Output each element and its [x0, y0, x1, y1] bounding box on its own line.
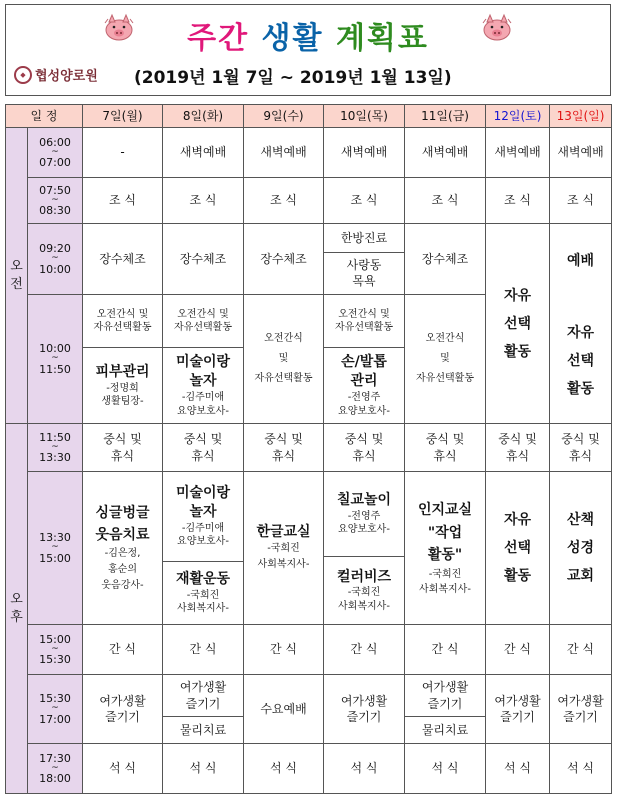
schedule-cell	[324, 472, 405, 625]
schedule-cell: 석 식	[83, 744, 163, 794]
activity-title: 미술이랑 놀자	[175, 354, 231, 390]
time-start: 15:00	[39, 632, 71, 646]
day-header: 7일(월)	[83, 105, 163, 128]
schedule-cell: 조 식	[324, 178, 405, 224]
time-end: 10:00	[39, 262, 71, 276]
schedule-cell: 석 식	[163, 744, 244, 794]
day-header: 11일(금)	[405, 105, 486, 128]
time-end: 08:30	[39, 204, 71, 218]
schedule-cell	[163, 675, 244, 744]
activity-block	[324, 556, 404, 624]
time-cell	[28, 295, 83, 424]
activity-leader: -전영주 요양보호사-	[338, 510, 390, 536]
day-header-sunday: 13일(일)	[550, 105, 612, 128]
activity-label: 물리치료	[405, 716, 485, 743]
activity-label: 여가생활 즐기기	[179, 680, 227, 711]
schedule-cell	[163, 472, 244, 625]
table-row	[6, 625, 612, 675]
schedule-cell: 중식 및 휴식	[163, 424, 244, 472]
activity-title: 손/발톱 관리	[341, 354, 387, 390]
table-row	[6, 224, 612, 295]
schedule-cell: 장수체조	[83, 224, 163, 295]
schedule-cell	[405, 472, 486, 625]
time-tilde: ~	[51, 703, 59, 714]
schedule-cell: 석 식	[244, 744, 324, 794]
time-start: 13:30	[39, 531, 71, 545]
time-start: 17:30	[39, 751, 71, 765]
schedule-cell: -	[83, 128, 163, 178]
schedule-cell: 수요예배	[244, 675, 324, 744]
day-header: 8일(화)	[163, 105, 244, 128]
activity-label: 오전간식 및 자유선택활동	[174, 308, 232, 334]
activity-title: 재활운동	[175, 570, 231, 587]
schedule-cell: 장수체조	[163, 224, 244, 295]
schedule-cell: 중식 및 휴식	[550, 424, 612, 472]
table-row	[6, 472, 612, 625]
schedule-cell: 석 식	[324, 744, 405, 794]
schedule-cell: 새벽예배	[486, 128, 550, 178]
schedule-cell	[244, 472, 324, 625]
schedule-cell: 간 식	[83, 625, 163, 675]
table-row	[6, 675, 612, 744]
time-tilde: ~	[51, 762, 59, 773]
schedule-cell: 여가생활 즐기기	[324, 675, 405, 744]
schedule-cell: 오전간식 및 자유선택활동	[405, 295, 486, 424]
activity-leader: -김주미애 요양보호사-	[177, 392, 229, 417]
table-row	[6, 744, 612, 794]
activity-leader: -국희진 사회복지사-	[177, 589, 229, 615]
time-end: 17:00	[39, 712, 71, 726]
activity-title: 한글교실	[256, 523, 311, 540]
time-cell	[28, 224, 83, 295]
activity-leader: -김주미애 요양보호사-	[177, 522, 229, 548]
schedule-cell: 조 식	[244, 178, 324, 224]
day-header: 9일(수)	[244, 105, 324, 128]
schedule-cell: 석 식	[405, 744, 486, 794]
time-end: 15:30	[39, 653, 71, 667]
schedule-cell: 산책 성경 교회	[550, 472, 612, 625]
time-tilde: ~	[51, 194, 59, 205]
activity-block	[163, 472, 243, 561]
day-header: 10일(목)	[324, 105, 405, 128]
title-part-3: 계획표	[335, 21, 429, 56]
activity-leader: -정명희 생활팀장-	[101, 382, 144, 408]
time-tilde: ~	[51, 146, 59, 157]
time-start: 10:00	[39, 342, 71, 356]
activity-block	[83, 347, 162, 423]
activity-label: 오전간식 및 자유선택활동	[335, 308, 393, 334]
activity-label: 예배	[566, 253, 595, 270]
schedule-header: 일 정	[6, 105, 83, 128]
activity-block	[163, 561, 243, 624]
activity-label: 오전간식 및 자유선택활동	[93, 308, 152, 334]
activity-leader: -전영주 요양보호사-	[338, 392, 390, 417]
schedule-cell: 중식 및 휴식	[83, 424, 163, 472]
schedule-period: (2019년 1월 7일 ~ 2019년 1월 13일)	[134, 68, 452, 88]
time-start: 06:00	[39, 135, 71, 149]
time-tilde: ~	[51, 643, 59, 654]
schedule-cell: 새벽예배	[163, 128, 244, 178]
schedule-cell: 새벽예배	[244, 128, 324, 178]
table-row	[6, 178, 612, 224]
org-name: 협성양로원	[35, 69, 98, 84]
schedule-cell: 중식 및 휴식	[405, 424, 486, 472]
schedule-cell: 조 식	[405, 178, 486, 224]
schedule-cell	[163, 295, 244, 424]
time-tilde: ~	[51, 441, 59, 452]
activity-label: 사랑동 목욕	[324, 252, 404, 294]
activity-leader: -국희진 사회복지사-	[338, 587, 390, 612]
schedule-cell: 조 식	[163, 178, 244, 224]
schedule-cell: 장수체조	[405, 224, 486, 295]
schedule-cell: 간 식	[405, 625, 486, 675]
org-logo	[14, 65, 98, 84]
time-tilde: ~	[51, 253, 59, 264]
schedule-cell	[550, 224, 612, 424]
schedule-cell	[324, 224, 405, 295]
schedule-cell: 새벽예배	[324, 128, 405, 178]
schedule-cell: 간 식	[324, 625, 405, 675]
day-header-saturday: 12일(토)	[486, 105, 550, 128]
schedule-cell	[324, 295, 405, 424]
time-cell	[28, 625, 83, 675]
weekly-schedule-table	[5, 104, 612, 794]
activity-block	[324, 472, 404, 556]
title-part-2: 생활	[261, 21, 324, 56]
time-end: 11:50	[39, 362, 71, 376]
pig-icon	[480, 13, 514, 43]
title-part-1: 주간	[187, 21, 250, 56]
schedule-cell: 조 식	[486, 178, 550, 224]
schedule-cell: 조 식	[83, 178, 163, 224]
activity-label: 여가생활 즐기기	[421, 680, 469, 711]
time-start: 15:30	[39, 692, 71, 706]
schedule-cell	[405, 675, 486, 744]
table-row	[6, 128, 612, 178]
schedule-cell: 오전간식 및 자유선택활동	[244, 295, 324, 424]
time-cell	[28, 424, 83, 472]
activity-block	[324, 347, 404, 423]
schedule-cell: 중식 및 휴식	[324, 424, 405, 472]
time-start: 09:20	[39, 242, 71, 256]
schedule-cell: 여가생활 즐기기	[550, 675, 612, 744]
schedule-cell: 장수체조	[244, 224, 324, 295]
schedule-cell: 자유 선택 활동	[486, 472, 550, 625]
schedule-cell: 중식 및 휴식	[486, 424, 550, 472]
schedule-cell: 간 식	[244, 625, 324, 675]
activity-label: 자유 선택 활동	[566, 324, 595, 397]
schedule-cell: 석 식	[486, 744, 550, 794]
time-end: 13:30	[39, 451, 71, 465]
schedule-cell: 새벽예배	[405, 128, 486, 178]
activity-title: 인지교실 "작업 활동"	[417, 502, 473, 564]
schedule-cell: 조 식	[550, 178, 612, 224]
time-cell	[28, 472, 83, 625]
time-cell	[28, 178, 83, 224]
schedule-cell: 여가생활 즐기기	[486, 675, 550, 744]
activity-title: 피부관리	[95, 363, 150, 380]
activity-label: 물리치료	[163, 716, 243, 743]
time-cell	[28, 675, 83, 744]
schedule-cell	[83, 472, 163, 625]
time-end: 18:00	[39, 772, 71, 786]
morning-section-label: 오 전	[6, 128, 28, 424]
header-box	[5, 4, 611, 96]
schedule-cell	[83, 295, 163, 424]
schedule-cell: 간 식	[163, 625, 244, 675]
page-title	[6, 13, 610, 57]
time-cell	[28, 128, 83, 178]
schedule-cell: 석 식	[550, 744, 612, 794]
org-logo-icon: ◆	[14, 66, 32, 84]
time-end: 07:00	[39, 156, 71, 170]
activity-title: 미술이랑 놀자	[175, 485, 231, 520]
afternoon-section-label: 오 후	[6, 424, 28, 794]
time-start: 07:50	[39, 183, 71, 197]
schedule-cell: 여가생활 즐기기	[83, 675, 163, 744]
activity-label: 한방진료	[340, 230, 388, 245]
schedule-cell: 간 식	[486, 625, 550, 675]
time-tilde: ~	[51, 353, 59, 364]
time-start: 11:50	[39, 430, 71, 444]
time-end: 15:00	[39, 551, 71, 565]
time-cell	[28, 744, 83, 794]
header-row	[6, 105, 612, 128]
activity-title: 싱글벙글 웃음치료	[95, 504, 150, 543]
activity-leader: -국희진 사회복지사-	[419, 568, 471, 595]
activity-title: 컬러비즈	[336, 568, 392, 585]
time-tilde: ~	[51, 542, 59, 553]
schedule-cell: 새벽예배	[550, 128, 612, 178]
schedule-cell: 중식 및 휴식	[244, 424, 324, 472]
table-row	[6, 424, 612, 472]
activity-leader: -김은정, 홍순의 웃음강사-	[101, 548, 144, 592]
schedule-cell: 자유 선택 활동	[486, 224, 550, 424]
schedule-cell: 간 식	[550, 625, 612, 675]
activity-leader: -국희진 사회복지사-	[257, 543, 310, 571]
activity-block	[163, 347, 243, 423]
activity-title: 칠교놀이	[336, 492, 392, 508]
